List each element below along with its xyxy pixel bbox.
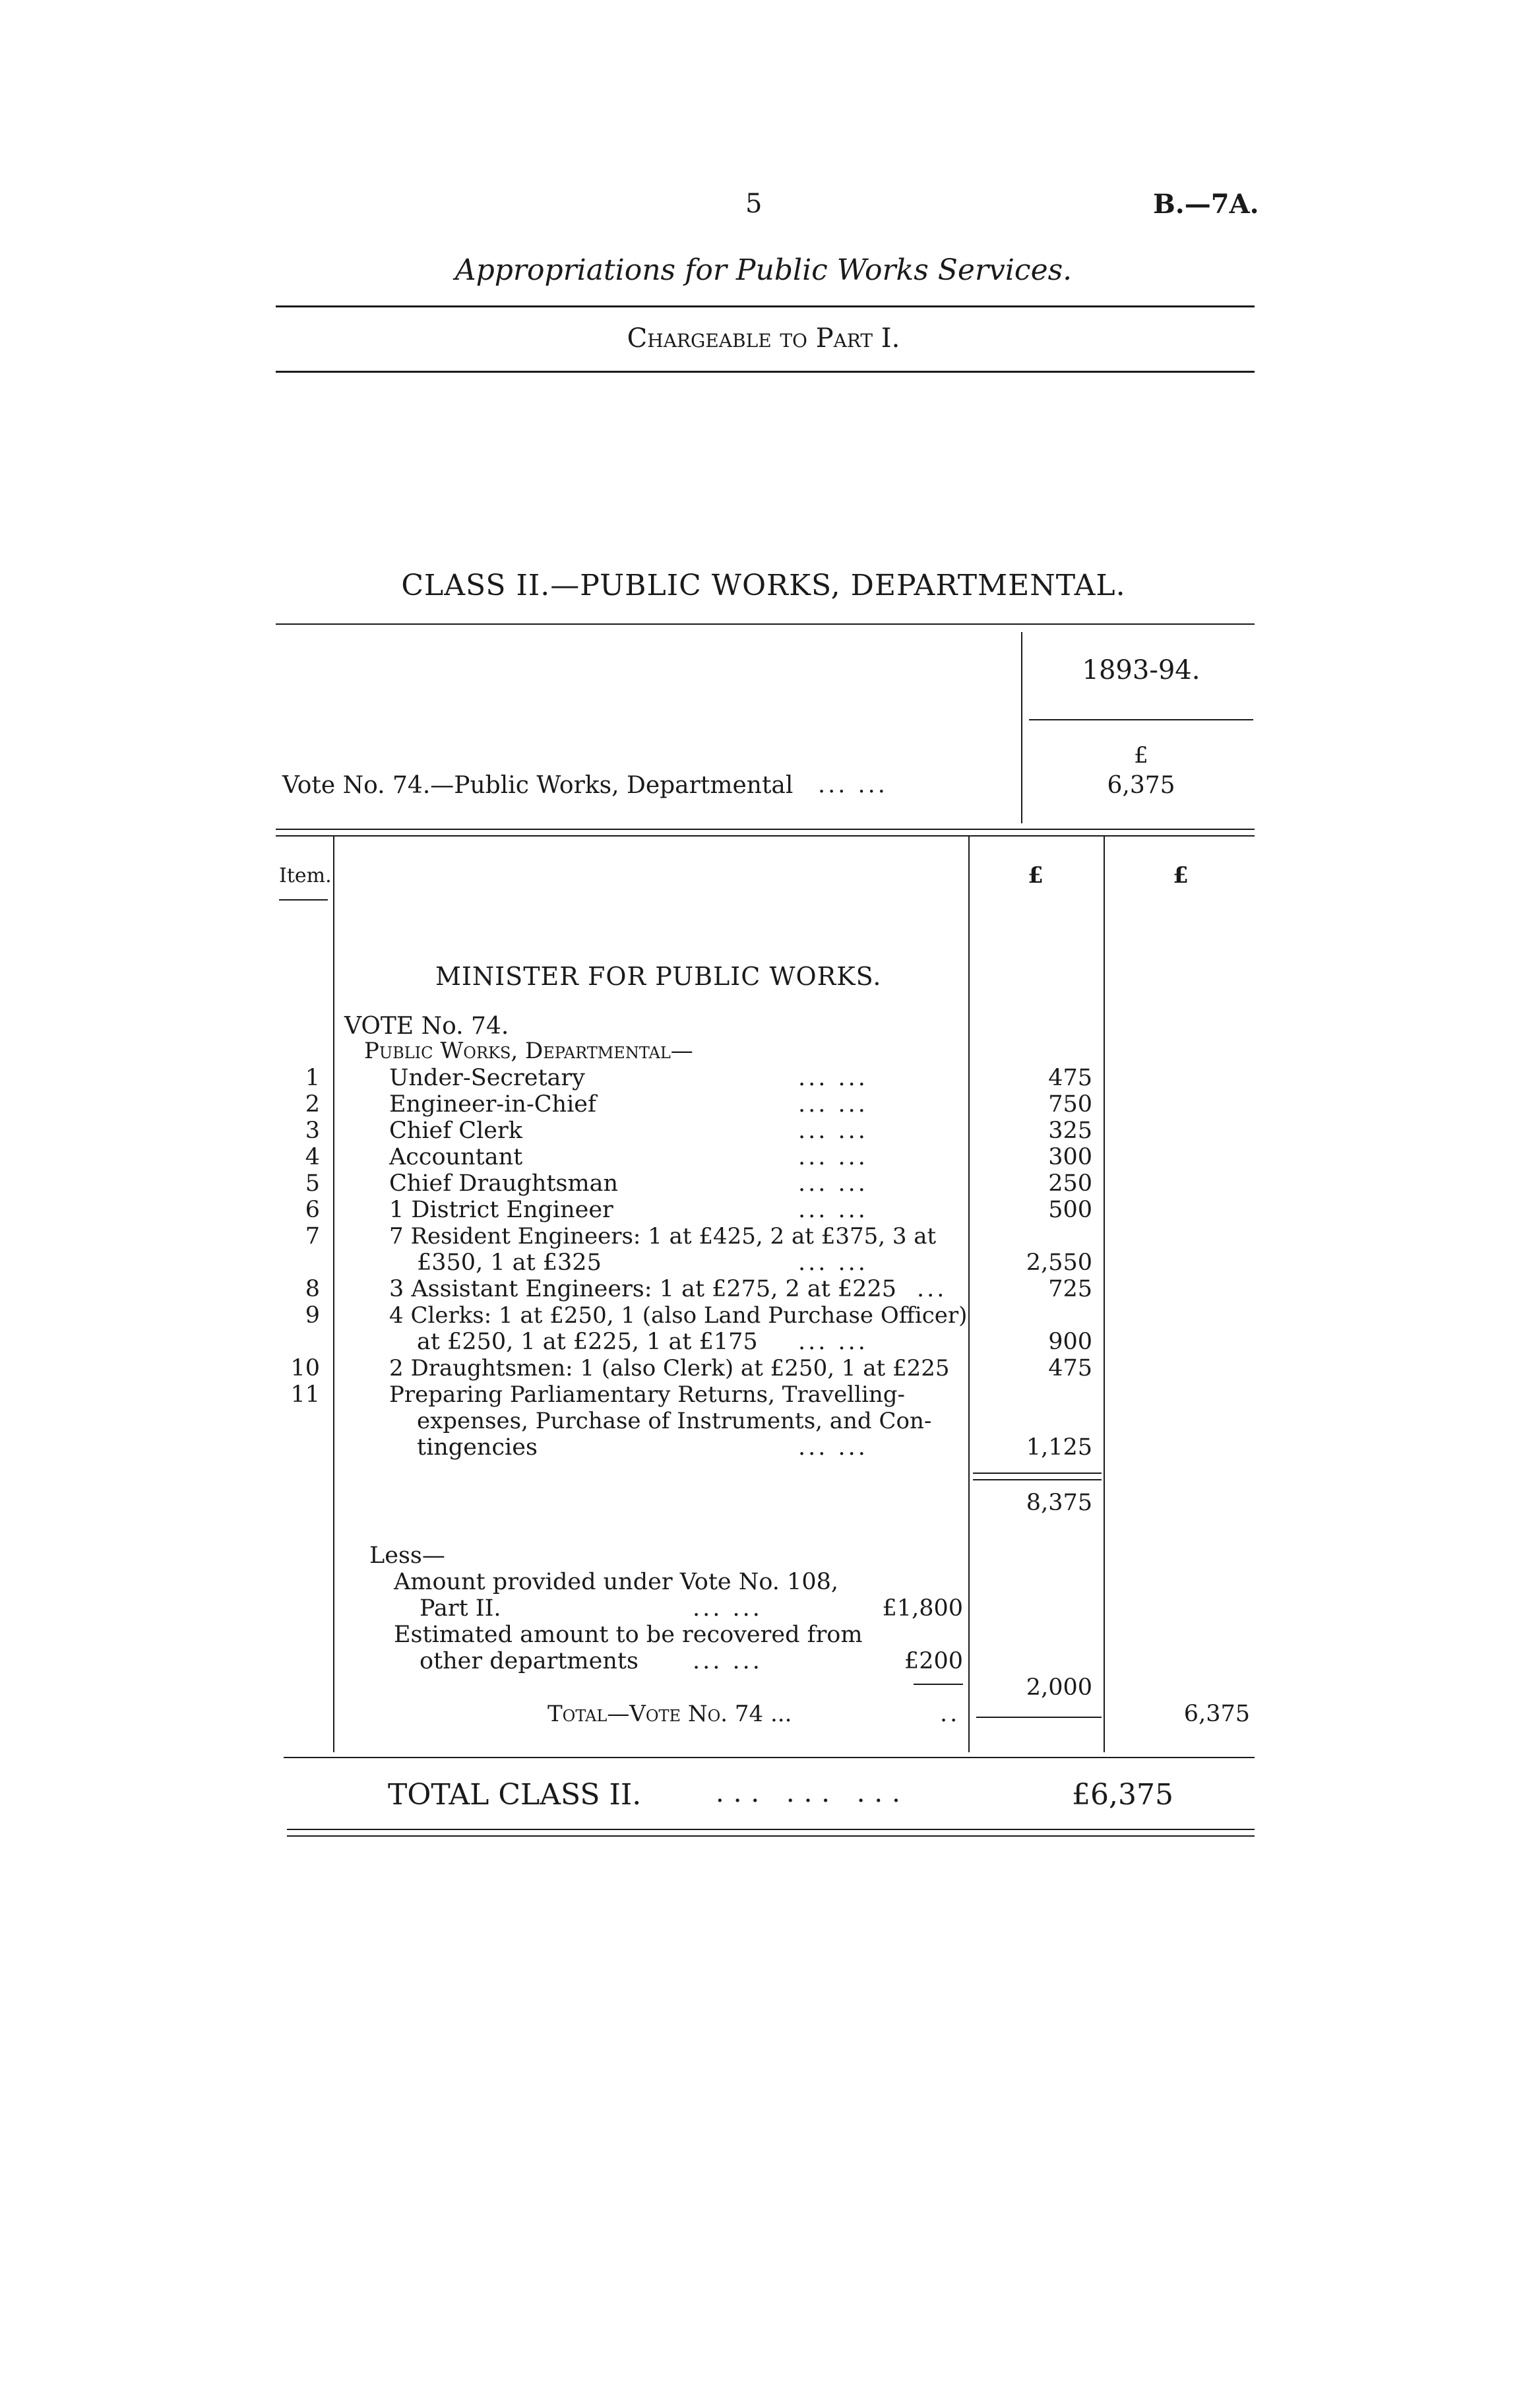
vote-label: Vote No. 74.—Public Works, Departmental [282,772,794,799]
item-amount: 2,550 [1026,1250,1092,1276]
item-description: Under-Secretary [389,1065,585,1091]
title-rule [276,305,1255,307]
sub-heading: Public Works, Departmental— [364,1038,693,1064]
item-description: Chief Draughtsman [389,1170,619,1197]
item-number: 1 [305,1065,320,1091]
item-amount: 325 [1048,1118,1092,1144]
item-dots: ... ... [798,1091,868,1118]
item-description-continued: at £250, 1 at £225, 1 at £175 [417,1329,758,1355]
item-column-header: Item. [279,864,332,887]
table-top-rule-1 [276,829,1255,830]
item-dots: ... ... [798,1065,868,1091]
item-dots: ... ... [798,1250,868,1276]
page-title: Appropriations for Public Works Services. [454,253,1073,287]
item-dots: ... ... [798,1434,868,1461]
item-description: 7 Resident Engineers: 1 at £425, 2 at £375, 3 at [389,1223,937,1250]
item-amount: 475 [1048,1355,1092,1381]
class-total-rule-1 [287,1829,1255,1830]
item-description: 1 District Engineer [389,1197,613,1223]
class-total-label: TOTAL CLASS II. [388,1778,642,1812]
deduction-description: Amount provided under Vote No. 108, [394,1569,838,1595]
deduction-dots: ... ... [693,1595,763,1622]
item-amount: 500 [1048,1197,1092,1223]
deduction-dots: ... ... [693,1648,763,1674]
item-amount: 725 [1048,1276,1092,1302]
item-amount: 750 [1048,1091,1092,1118]
item-column-divider [333,837,334,1752]
item-dots: ... ... [798,1118,868,1144]
deduction-description-continued: Part II. [420,1595,501,1622]
deduction-amount: £1,800 [882,1595,963,1622]
item-number: 2 [305,1091,320,1118]
year-rule [1029,719,1253,720]
subtotal-rule-1 [973,1473,1102,1474]
vote-amount: 6,375 [1107,772,1175,799]
item-amount: 250 [1048,1170,1092,1197]
chargeable-heading: Chargeable to Part I. [627,323,900,354]
class-total-rule-2 [287,1835,1255,1837]
item-number: 5 [305,1170,320,1197]
deduction-amount: £200 [904,1648,963,1674]
vote-total-label: Total—Vote No. 74 ... [547,1701,792,1727]
item-description: 3 Assistant Engineers: 1 at £275, 2 at £225 [389,1276,896,1302]
amount-column-divider-left [968,837,970,1752]
vote-title: VOTE No. 74. [344,1013,509,1040]
item-description-continued: tingencies [417,1434,538,1461]
item-amount: 1,125 [1026,1434,1092,1461]
item-description: Engineer-in-Chief [389,1091,596,1118]
document-reference: B.—7A. [1153,189,1259,220]
item-description: Chief Clerk [389,1118,522,1144]
item-description: 4 Clerks: 1 at £250, 1 (also Land Purchase Officer) [389,1302,968,1329]
pounds-column-header-1: £ [1028,862,1044,889]
item-description: 2 Draughtsmen: 1 (also Clerk) at £250, 1 at £225 [389,1355,950,1381]
table-top-rule-2 [276,835,1255,837]
deduction-sum-rule [914,1684,963,1685]
year-heading: 1893-94. [1082,655,1200,685]
section-heading: MINISTER FOR PUBLIC WORKS. [435,962,882,991]
item-number: 10 [290,1355,320,1381]
item-number: 3 [305,1118,320,1144]
table-bottom-rule [284,1757,1255,1758]
vote-total-dots: .. [940,1701,960,1727]
class-total-dots: ... ... ... [716,1778,910,1808]
item-description: Accountant [389,1144,523,1170]
item-number: 6 [305,1197,320,1223]
class-total-amount: £6,375 [1072,1778,1173,1812]
vote-total-amount: 6,375 [1183,1701,1250,1727]
item-amount: 300 [1048,1144,1092,1170]
chargeable-rule [276,371,1255,373]
item-dots: ... ... [798,1329,868,1355]
item-amount: 475 [1048,1065,1092,1091]
item-dots: ... ... [798,1144,868,1170]
deduction-description: Estimated amount to be recovered from [394,1622,863,1648]
item-number: 9 [305,1302,320,1329]
item-number: 11 [290,1381,320,1408]
item-description-continued: expenses, Purchase of Instruments, and Con- [417,1408,932,1434]
deduction-total: 2,000 [1026,1674,1092,1701]
item-dots: ... ... [798,1197,868,1223]
item-number: 8 [305,1276,320,1302]
item-description-continued: £350, 1 at £325 [417,1250,602,1276]
pound-sign: £ [1134,742,1148,769]
year-column-divider [1021,632,1022,823]
deduction-description-continued: other departments [420,1648,639,1674]
item-amount: 900 [1048,1329,1092,1355]
subtotal-rule-2 [973,1479,1102,1480]
less-label: Less— [369,1542,445,1569]
page-number: 5 [745,189,763,219]
vote-dots: ... ... [818,772,888,798]
subtotal-amount: 8,375 [1026,1490,1092,1516]
item-header-underline [279,899,328,901]
amount-column-divider-right [1104,837,1105,1752]
item-dots: ... ... [798,1170,868,1197]
pounds-column-header-2: £ [1173,862,1189,889]
item-number: 7 [305,1223,320,1250]
class-heading: CLASS II.—PUBLIC WORKS, DEPARTMENTAL. [401,569,1126,602]
item-dots: ... [917,1276,947,1302]
vote-total-rule [976,1717,1102,1718]
item-number: 4 [305,1144,320,1170]
class-heading-rule [276,623,1255,625]
item-description: Preparing Parliamentary Returns, Travelling- [389,1381,906,1408]
